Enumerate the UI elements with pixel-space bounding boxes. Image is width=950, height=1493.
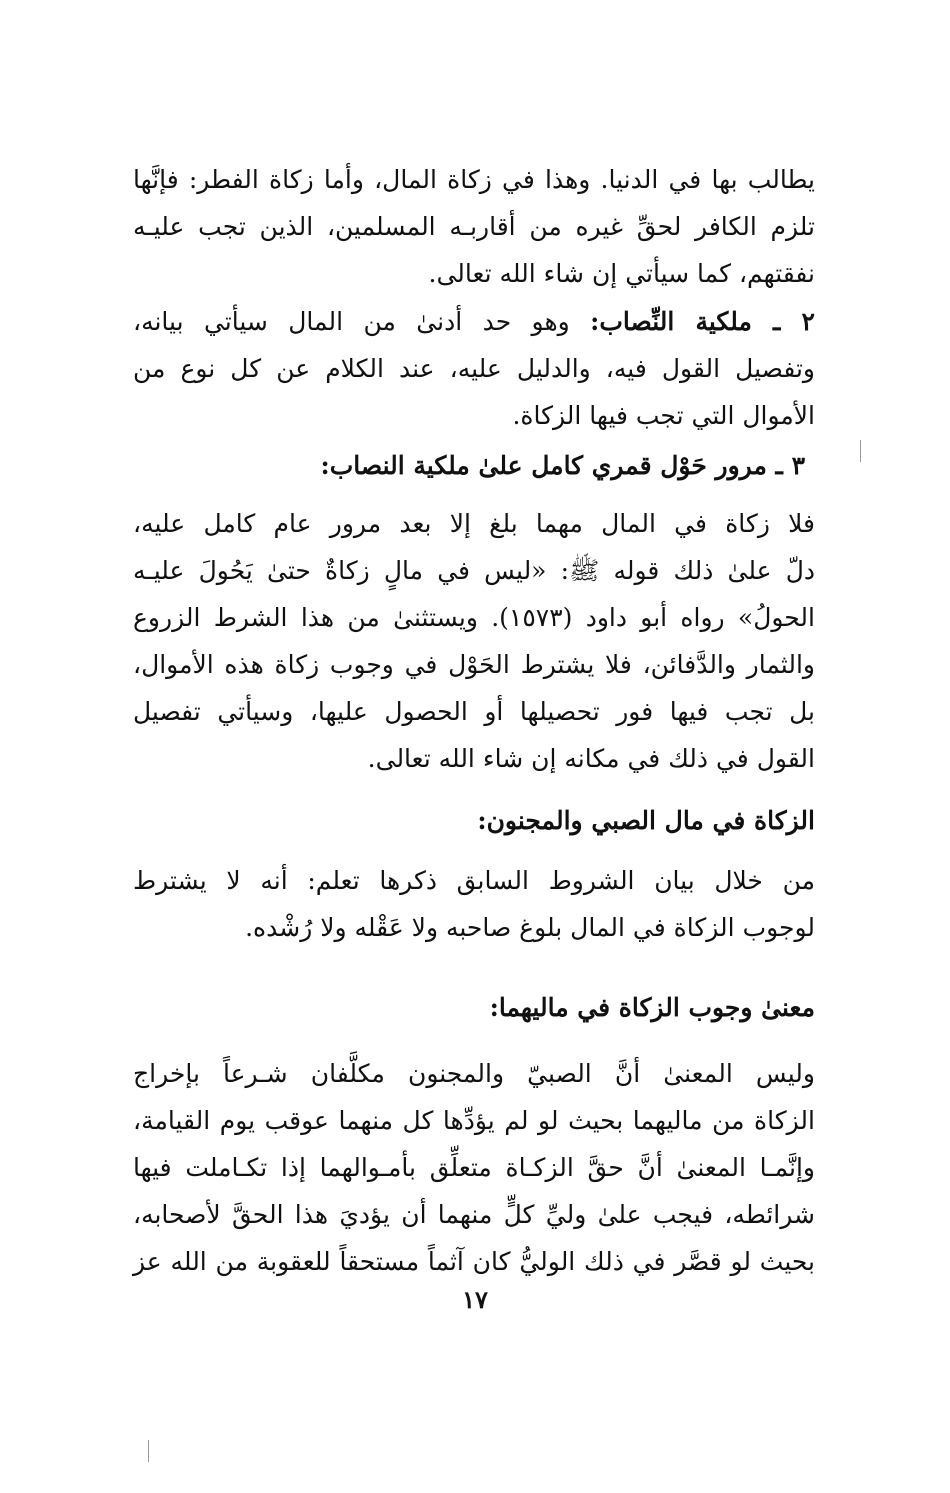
text-line: تلزم الكافر لحقِّ غيره من أقاربـه المسلمين، الذين تجب عليـه <box>133 212 815 241</box>
section-heading-meaning: معنىٰ وجوب الزكاة في ماليهما: <box>489 993 815 1022</box>
paragraph-conditions <box>133 857 815 951</box>
condition-3-heading: ٣ ـ مرور حَوْل قمري كامل علىٰ ملكية النصاب: <box>320 451 805 480</box>
text-line: الزكاة من ماليهما بحيث لو لم يؤدِّها كل منهما عوقب يوم القيامة، <box>133 1106 815 1135</box>
text-line: بل تجب فيها فور تحصيلها أو الحصول عليها، وسيأتي تفصيل <box>133 697 815 726</box>
text-line: من خلال بيان الشروط السابق ذكرها تعلم: أنه لا يشترط <box>133 866 815 895</box>
text-line: بحيث لو قصَّر في ذلك الوليُّ كان آثماً مستحقاً للعقوبة من الله عز <box>133 1247 815 1276</box>
text-line: وتفصيل القول فيه، والدليل عليه، عند الكلام عن كل نوع من <box>133 354 815 383</box>
text-line: وليس المعنىٰ أنَّ الصبيّ والمجنون مكلَّفان شـرعاً بإخراج <box>133 1059 815 1088</box>
paragraph-hawl <box>133 500 815 782</box>
page-number: ١٧ <box>462 1285 488 1314</box>
scan-mark <box>860 440 861 462</box>
text-line: لوجوب الزكاة في المال بلوغ صاحبه ولا عَقْله ولا رُشْده. <box>245 913 815 942</box>
text-line: نفقتهم، كما سيأتي إن شاء الله تعالى. <box>428 259 815 288</box>
scan-mark <box>148 1440 149 1462</box>
text-line: يطالب بها في الدنيا. وهذا في زكاة المال، وأما زكاة الفطر: فإنَّها <box>133 165 815 194</box>
text-line: وإنَّمـا المعنىٰ أنَّ حقَّ الزكـاة متعلِّق بأمـوالهما إذا تكـاملت فيها <box>133 1153 815 1182</box>
text-line: والثمار والدَّفائن، فلا يشترط الحَوْل في وجوب زكاة هذه الأموال، <box>133 650 815 679</box>
paragraph-intro <box>133 156 815 297</box>
paragraph-meaning <box>133 1050 815 1285</box>
condition-2-heading: ٢ ـ ملكية النِّصاب: <box>590 307 815 336</box>
text-fragment: وهو حد أدنىٰ من المال سيأتي بيانه، <box>133 307 570 336</box>
text-line: الأموال التي تجب فيها الزكاة. <box>512 401 815 430</box>
text-line: فلا زكاة في المال مهما بلغ إلا بعد مرور عام كامل عليه، <box>133 509 815 538</box>
section-heading-child-insane: الزكاة في مال الصبي والمجنون: <box>477 806 815 835</box>
text-line: القول في ذلك في مكانه إن شاء الله تعالى. <box>367 744 815 773</box>
text-line: الحولُ» رواه أبو داود (١٥٧٣). ويستثنىٰ من هذا الشرط الزروع <box>133 603 815 632</box>
paragraph-nisab <box>133 298 815 439</box>
text-line: دلّ علىٰ ذلك قوله ﷺ: «ليس في مالٍ زكاةٌ حتىٰ يَحُولَ عليـه <box>133 556 815 585</box>
text-line <box>133 298 815 345</box>
text-line: شرائطه، فيجب علىٰ وليِّ كلٍّ منهما أن يؤديَ هذا الحقَّ لأصحابه، <box>133 1200 815 1229</box>
